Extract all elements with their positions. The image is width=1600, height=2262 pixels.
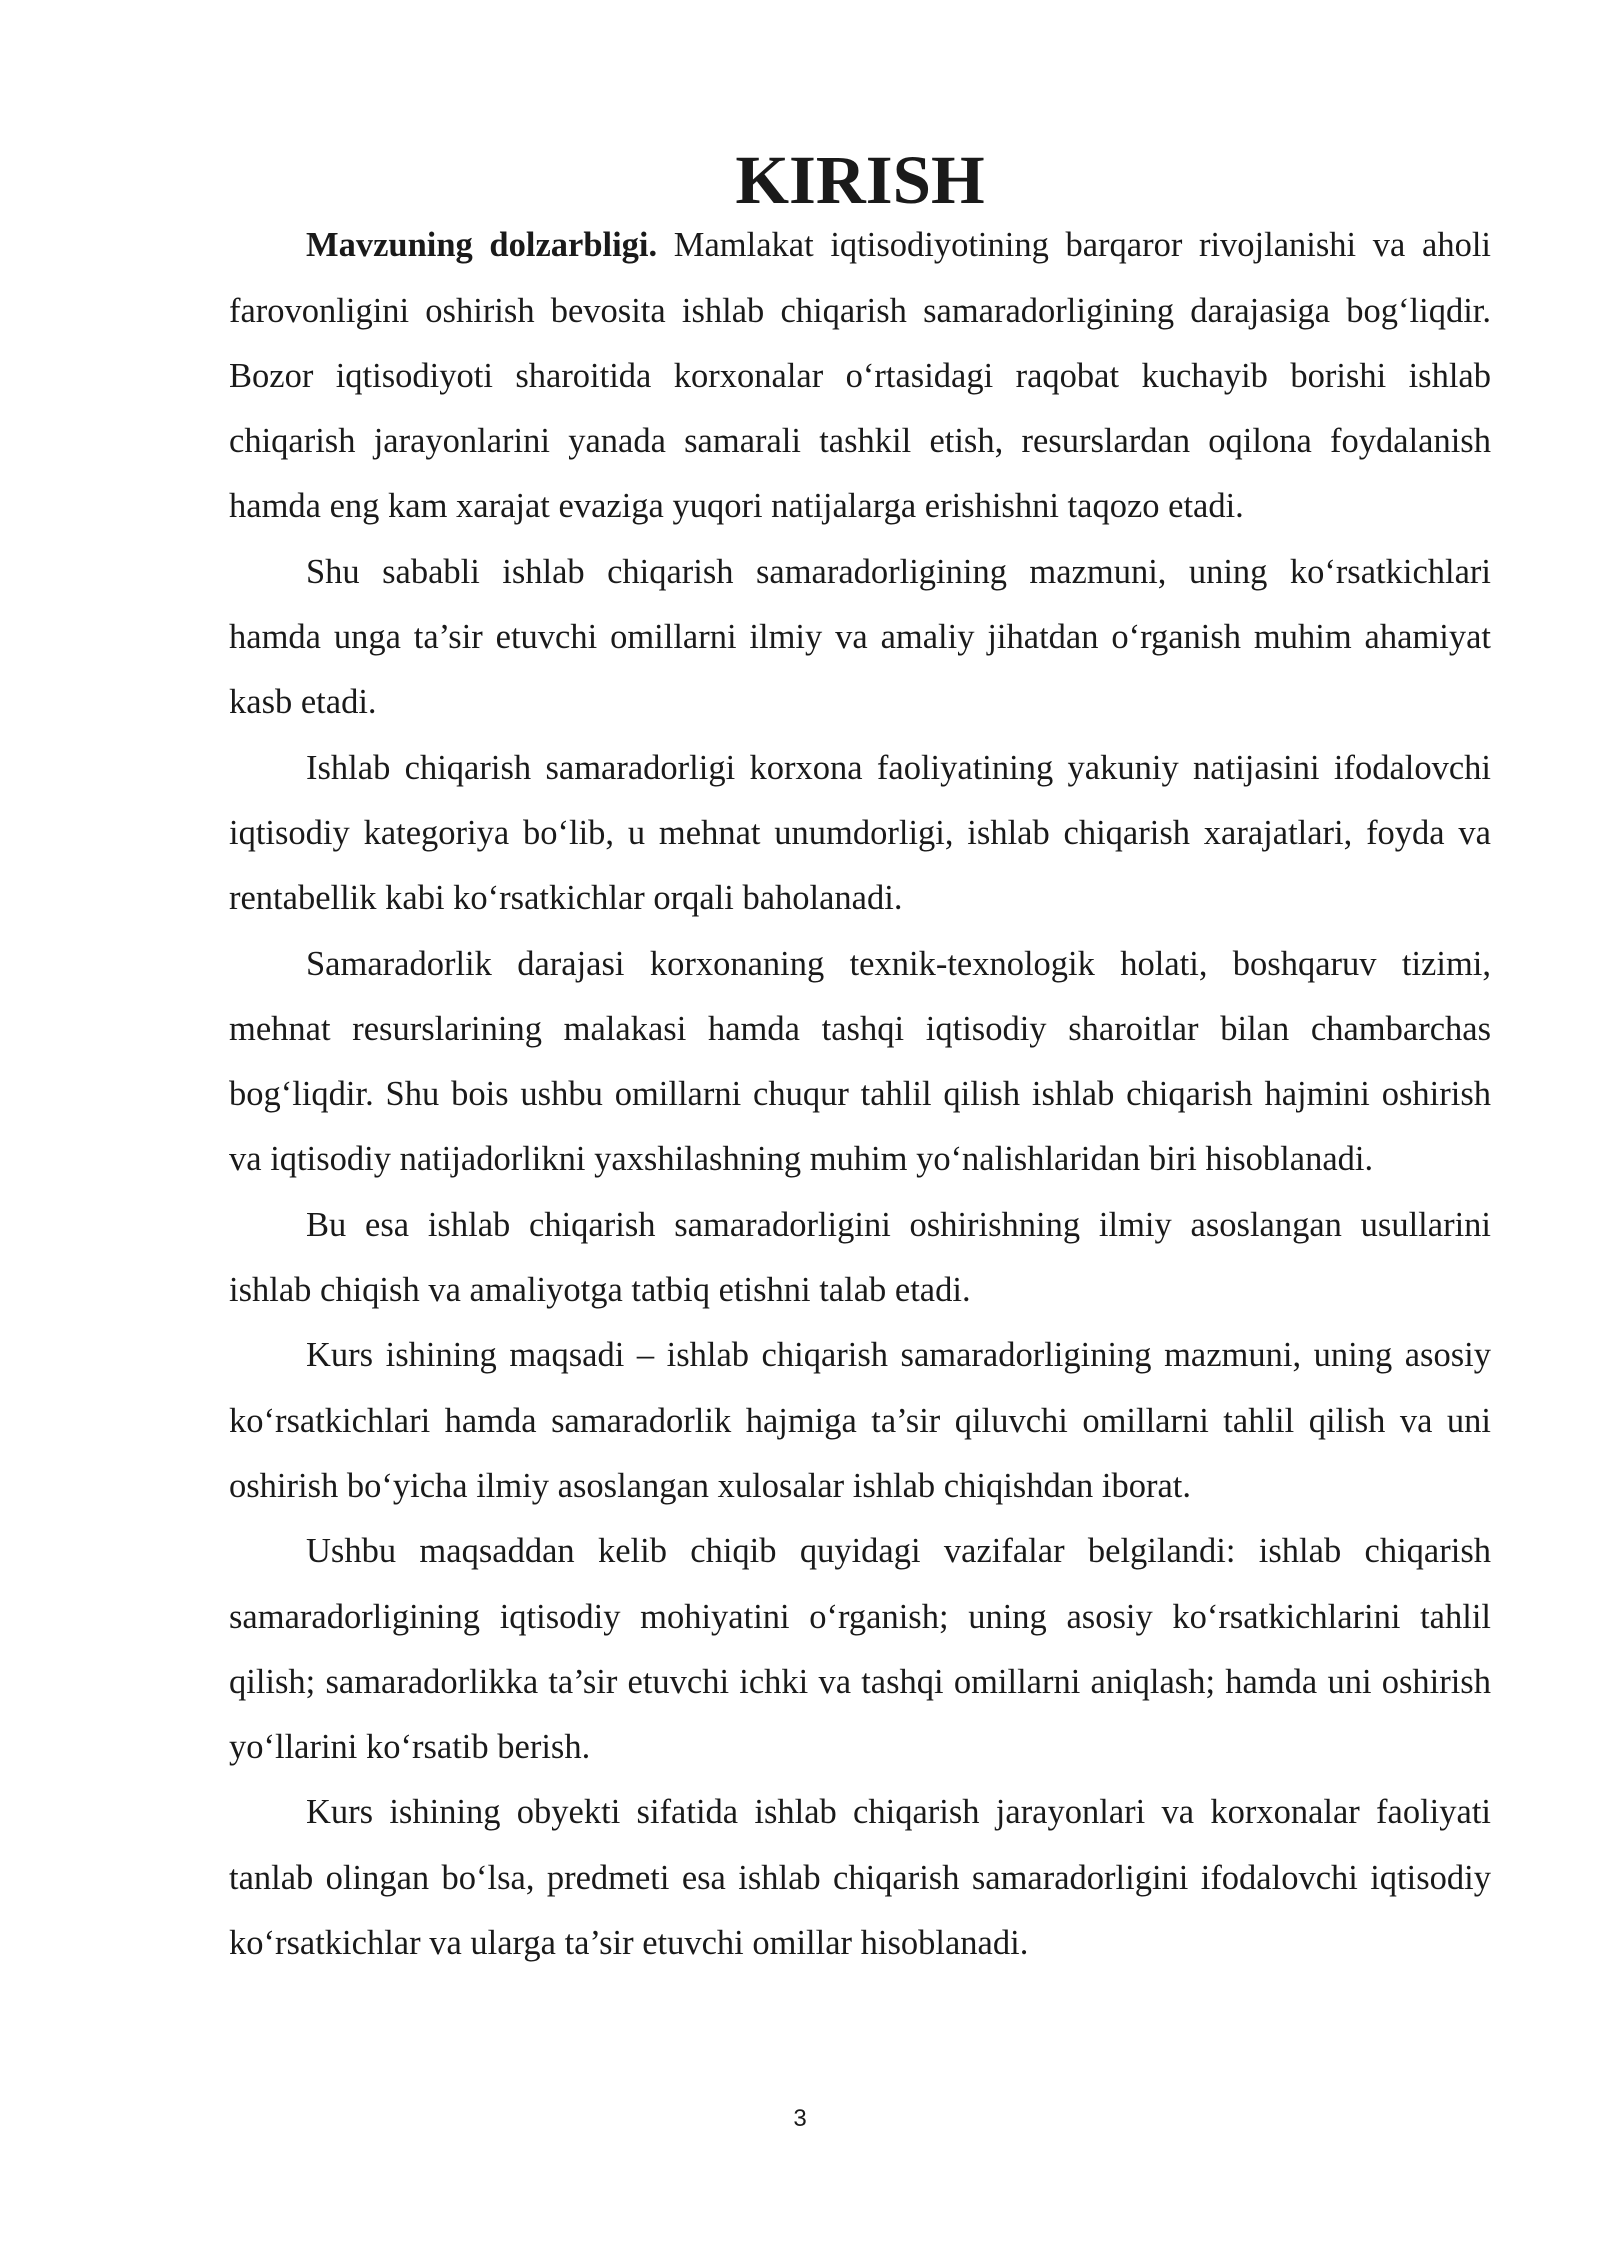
paragraph-relevance [229, 213, 1491, 539]
paragraph-tasks: Ushbu maqsaddan kelib chiqib quyidagi vazifalar belgilandi: ishlab chiqarish samaradorligining iqtisodiy mohiyatini o‘rganish; uning asosiy ko‘rsatkichlarini tahlil qilish; samaradorlikka ta’sir etuvchi ichki va tashqi omillarni aniqlash; hamda uni oshirish yo‘llarini ko‘rsatib berish. [229, 1532, 1491, 1767]
paragraph-goal: Kurs ishining maqsadi – ishlab chiqarish samaradorligining mazmuni, uning asosiy ko‘rsatkichlari hamda samaradorlik hajmiga ta’sir qiluvchi omillarni tahlil qilish va uni oshirish bo‘yicha ilmiy asoslangan xulosalar ishlab chiqishdan iborat. [229, 1336, 1491, 1505]
paragraph-lead: Mavzuning dolzarbligi. [306, 226, 658, 265]
paragraph: Shu sababli ishlab chiqarish samaradorligining mazmuni, uning ko‘rsatkichlari hamda unga ta’sir etuvchi omillarni ilmiy va amaliy jihatdan o‘rganish muhim ahamiyat kasb etadi. [229, 552, 1491, 722]
paragraph: Samaradorlik darajasi korxonaning texnik-texnologik holati, boshqaruv tizimi, mehnat resurslarining malakasi hamda tashqi iqtisodiy sharoitlar bilan chambarchas bog‘liqdir. Shu bois ushbu omillarni chuqur tahlil qilish ishlab chiqarish hajmini oshirish va iqtisodiy natijadorlikni yaxshilashning muhim yo‘nalishlaridan biri hisoblanadi. [229, 944, 1491, 1179]
paragraph-text: Mamlakat iqtisodiyotining barqaror rivojlanishi va aholi farovonligini oshirish bevosita ishlab chiqarish samaradorligining darajasiga bog‘liqdir. Bozor iqtisodiyoti sharoitida korxonalar o‘rtasidagi raqobat kuchayib borishi ishlab chiqarish jarayonlarini yanada samarali tashkil etish, resurslardan oqilona foydalanish hamda eng kam xarajat evaziga yuqori natijalarga erishishni taqozo etadi. [229, 226, 1491, 526]
paragraph: Ishlab chiqarish samaradorligi korxona faoliyatining yakuniy natijasini ifodalovchi iqtisodiy kategoriya bo‘lib, u mehnat unumdorligi, ishlab chiqarish xarajatlari, foyda va rentabellik kabi ko‘rsatkichlar orqali baholanadi. [229, 748, 1491, 918]
section-heading: KIRISH [735, 142, 985, 218]
paragraph: Bu esa ishlab chiqarish samaradorligini oshirishning ilmiy asoslangan usullarini ishlab chiqish va amaliyotga tatbiq etishni talab etadi. [229, 1205, 1491, 1310]
paragraph-object: Kurs ishining obyekti sifatida ishlab chiqarish jarayonlari va korxonalar faoliyati tanlab olingan bo‘lsa, predmeti esa ishlab chiqarish samaradorligini ifodalovchi iqtisodiy ko‘rsatkichlar va ularga ta’sir etuvchi omillar hisoblanadi. [229, 1793, 1491, 1963]
page-body [229, 142, 1491, 1976]
page-number: 3 [793, 2105, 807, 2132]
